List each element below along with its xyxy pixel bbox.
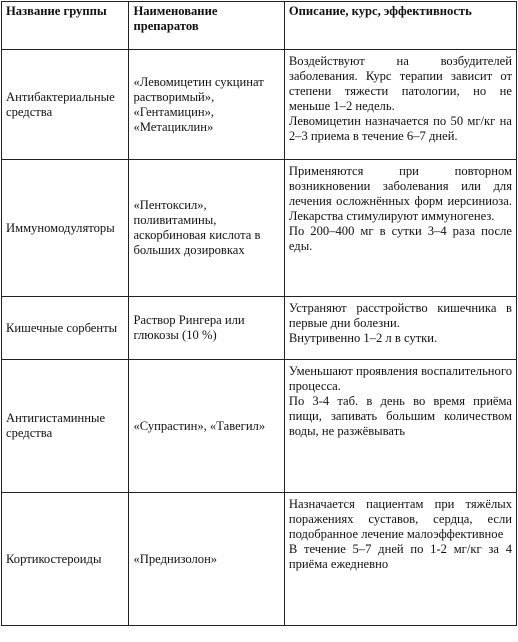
table-row bbox=[2, 297, 517, 360]
description-paragraph: Назначается пациентам при тяжёлых поражениях суставов, сердца, если подобранное лечение малоэффективное bbox=[288, 497, 512, 541]
cell-description bbox=[284, 297, 516, 360]
description-paragraph: Уменьшают проявления воспалительного процесса. bbox=[288, 364, 512, 393]
table-row bbox=[2, 50, 517, 160]
description-paragraph: Воздействуют на возбудителей заболевания. Курс терапии зависит от степени тяжести патологии, но не меньше 1–2 недель. bbox=[288, 54, 512, 113]
cell-drugs: «Левомицетин сукцинат растворимый», «Гентамицин», «Метациклин» bbox=[129, 50, 284, 160]
table-header-row bbox=[2, 2, 517, 50]
table-row bbox=[2, 493, 517, 626]
description-paragraph: По 3-4 таб. в день во время приёма пищи, запивать большим количеством воды, не разжёвывать bbox=[288, 394, 512, 438]
description-paragraph: Левомицетин назначается по 50 мг/кг на 2–3 приема в течение 6–7 дней. bbox=[288, 114, 512, 143]
description-paragraph: Внутривенно 1–2 л в сутки. bbox=[288, 331, 438, 345]
header-group-name: Название группы bbox=[2, 2, 129, 50]
description-paragraph: По 200–400 мг в сутки 3–4 раза после еды. bbox=[288, 224, 512, 253]
table-row bbox=[2, 160, 517, 297]
cell-drugs: Раствор Рингера или глюкозы (10 %) bbox=[129, 297, 284, 360]
cell-description bbox=[284, 360, 516, 493]
cell-description bbox=[284, 493, 516, 626]
cell-group: Иммуномодуляторы bbox=[2, 160, 129, 297]
cell-group: Антибактериальные средства bbox=[2, 50, 129, 160]
cell-drugs: «Преднизолон» bbox=[129, 493, 284, 626]
cell-description bbox=[284, 50, 516, 160]
description-paragraph: В течение 5–7 дней по 1-2 мг/кг за 4 приёма ежедневно bbox=[288, 542, 512, 571]
cell-drugs: «Пентоксил», поливитамины, аскорбиновая кислота в больших дозировках bbox=[129, 160, 284, 297]
table-row bbox=[2, 360, 517, 493]
drug-table bbox=[1, 1, 517, 626]
header-description: Описание, курс, эффективность bbox=[284, 2, 516, 50]
cell-group: Кишечные сорбенты bbox=[2, 297, 129, 360]
cell-description bbox=[284, 160, 516, 297]
description-paragraph: Применяются при повторном возникновении заболевания или для лечения осложнённых форм иерсиниоза. Лекарства стимулируют иммуногенез. bbox=[288, 164, 512, 223]
cell-drugs: «Супрастин», «Тавегил» bbox=[129, 360, 284, 493]
description-paragraph: Устраняют расстройство кишечника в первые дни болезни. bbox=[288, 301, 512, 330]
cell-group: Антигистаминные средства bbox=[2, 360, 129, 493]
header-drug-name: Наименование препаратов bbox=[129, 2, 284, 50]
cell-group: Кортикостероиды bbox=[2, 493, 129, 626]
